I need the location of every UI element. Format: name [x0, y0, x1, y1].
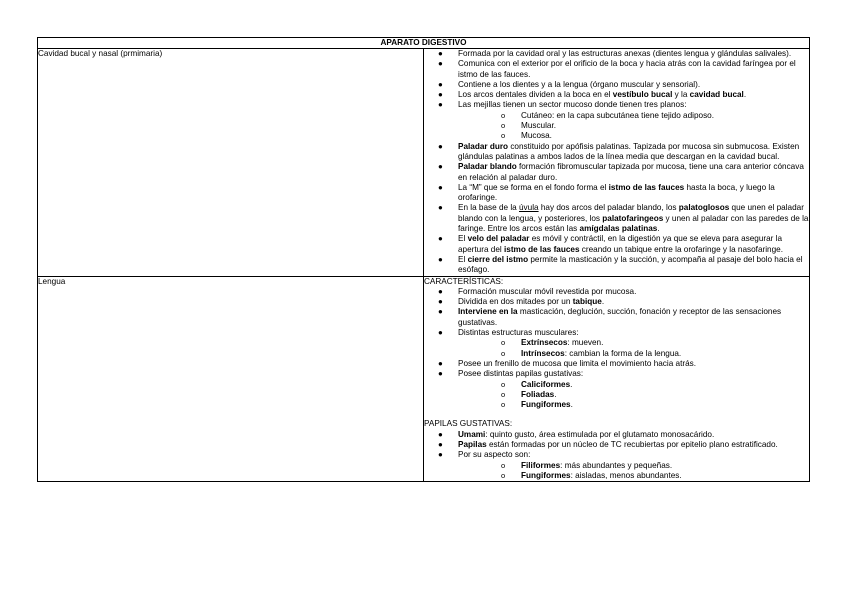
table-title: APARATO DIGESTIVO [38, 38, 810, 49]
bullet-icon: ● [438, 79, 443, 89]
sub-bullet-list [458, 461, 809, 482]
list-item [424, 183, 809, 204]
bullet-icon: ● [438, 297, 443, 307]
text-run: Por su aspecto son: [458, 450, 531, 460]
bullet-list [424, 430, 809, 481]
sub-list-item [458, 471, 809, 481]
bullet-icon: ● [438, 369, 443, 379]
bullet-icon: ● [438, 90, 443, 100]
section-heading: CARACTERÍSTICAS: [424, 276, 504, 286]
text-run: constituido por apófisis palatinas. Tapizada por mucosa sin submucosa. Existen glándulas palatinas a ambos lados de la línea media que descargan en la cavidad bucal. [458, 141, 800, 161]
text-run: Dividida en dos mitades por un [458, 297, 573, 307]
sub-list-item [458, 121, 809, 131]
list-item [424, 80, 809, 90]
sub-bullet-list [458, 380, 809, 411]
list-item [424, 359, 809, 369]
text-run: que unen el paladar blando con la lengua, y posteriores, los [458, 203, 804, 223]
bold-text: Paladar blando [458, 162, 517, 172]
bullet-icon: ● [438, 100, 443, 110]
list-item [424, 255, 809, 276]
circle-bullet-icon: o [501, 460, 506, 470]
list-item [424, 450, 809, 481]
bold-text: Paladar duro [458, 141, 509, 151]
text-run: Muscular. [521, 121, 557, 131]
text-run: masticación, deglución, succión, fonación y receptor de las sensaciones gustativas. [458, 307, 782, 327]
list-item [424, 162, 809, 183]
text-run: Posee un frenillo de mucosa que limita el movimiento hacia atrás. [458, 358, 697, 368]
list-item [424, 90, 809, 100]
bullet-icon: ● [438, 286, 443, 296]
row-label: Cavidad bucal y nasal (prmimaria) [38, 49, 424, 277]
bullet-icon: ● [438, 450, 443, 460]
bold-text: tabique [572, 297, 602, 307]
circle-bullet-icon: o [501, 379, 506, 389]
text-run: Formada por la cavidad oral y las estructuras anexas (dientes lengua y glándulas salivales). [458, 49, 792, 58]
row-content [424, 276, 810, 482]
sub-list-item [458, 131, 809, 141]
bullet-icon: ● [438, 182, 443, 192]
text-run: Las mejillas tienen un sector mucoso donde tienen tres planos: [458, 100, 687, 110]
table-row [38, 49, 810, 277]
circle-bullet-icon: o [501, 348, 506, 358]
text-run: Cutáneo: en la capa subcutánea tiene tejido adiposo. [521, 110, 715, 120]
text-run: Contiene a los dientes y a la lengua (órgano muscular y sensorial). [458, 79, 701, 89]
bullet-icon: ● [438, 162, 443, 172]
list-item [424, 100, 809, 141]
sub-list-item [458, 400, 809, 410]
bold-text: Extrínsecos [521, 338, 568, 348]
list-item [424, 203, 809, 234]
text-run: . [554, 389, 557, 399]
bold-text: Filiformes [521, 460, 561, 470]
text-run: permite la masticación y la succión, y acompaña al pasaje del bolo hacia el esófago. [458, 254, 803, 275]
text-run: hasta la boca, y luego la orofaringe. [458, 182, 775, 203]
text-run: Posee distintas papilas gustativas: [458, 369, 584, 379]
list-item [424, 142, 809, 163]
bullet-icon: ● [438, 358, 443, 368]
circle-bullet-icon: o [501, 110, 506, 120]
list-item [424, 440, 809, 450]
sub-list-item [458, 461, 809, 471]
bold-text: palatofaringeos [602, 213, 664, 223]
text-run: es móvil y contráctil, en la digestión ya que se eleva para asegurar la apertura del [458, 234, 783, 254]
bullet-icon: ● [438, 328, 443, 338]
bold-text: amígdalas palatinas [579, 224, 658, 234]
circle-bullet-icon: o [501, 389, 506, 399]
sub-list-item [458, 390, 809, 400]
bullet-icon: ● [438, 203, 443, 213]
bullet-icon: ● [438, 429, 443, 439]
bold-text: Papilas [458, 439, 487, 449]
circle-bullet-icon: o [501, 470, 506, 480]
text-run: hay dos arcos del paladar blando, los [538, 203, 679, 213]
text-run: : aisladas, menos abundantes. [570, 470, 682, 480]
bold-text: Foliadas [521, 389, 555, 399]
bullet-icon: ● [438, 49, 443, 58]
list-item [424, 287, 809, 297]
bold-text: Interviene en la [458, 307, 518, 317]
sub-bullet-list [458, 111, 809, 142]
bullet-list [424, 49, 809, 276]
text-run: . [601, 297, 605, 307]
text-run: La “M” que se forma en el fondo forma el [458, 182, 609, 192]
list-item [424, 234, 809, 255]
text-run: creando un tabique entre la orofaringe y la nasofaringe. [579, 244, 783, 254]
bold-text: cavidad bucal [689, 90, 744, 100]
text-run: Comunica con el exterior por el orificio de la boca y hacia atrás con la cavidad faríngea por el istmo de las fauces. [458, 59, 796, 79]
text-run: . [570, 379, 573, 389]
text-run: están formadas por un núcleo de TC recubiertas por epitelio plano estratificado. [486, 439, 778, 449]
text-run: Mucosa. [521, 131, 552, 141]
bold-text: istmo de las fauces [503, 244, 580, 254]
bold-text: istmo de las fauces [608, 182, 685, 192]
bold-text: cierre del istmo [467, 254, 529, 264]
bold-text: Fungiformes [521, 400, 571, 410]
sub-list-item [458, 349, 809, 359]
row-content [424, 49, 810, 277]
bold-text: vestíbulo bucal [612, 90, 673, 100]
text-run: y la [672, 90, 690, 100]
bullet-icon: ● [438, 254, 443, 264]
list-item [424, 307, 809, 328]
bold-text: velo del paladar [467, 234, 530, 244]
bullet-icon: ● [438, 141, 443, 151]
table-row [38, 276, 810, 482]
text-run: : más abundantes y pequeñas. [560, 460, 673, 470]
list-item [424, 59, 809, 80]
bullet-icon: ● [438, 234, 443, 244]
bullet-icon: ● [438, 59, 443, 69]
bullet-list [424, 287, 809, 411]
bullet-icon: ● [438, 307, 443, 317]
text-run: El [458, 234, 468, 244]
sub-bullet-list [458, 338, 809, 359]
bold-text: Intrínsecos [521, 348, 565, 358]
text-run: En la base de la [458, 203, 519, 213]
text-run: Distintas estructuras musculares: [458, 328, 579, 338]
text-run: : quinto gusto, área estimulada por el glutamato monosacárido. [485, 429, 715, 439]
circle-bullet-icon: o [501, 338, 506, 348]
list-item [424, 49, 809, 59]
text-run: : cambian la forma de la lengua. [564, 348, 682, 358]
list-item [424, 369, 809, 410]
table-header-row [38, 38, 810, 49]
circle-bullet-icon: o [501, 400, 506, 410]
list-item [424, 328, 809, 359]
sub-list-item [458, 111, 809, 121]
text-run: y unen al paladar con las paredes de la faringe. Entre los arcos están las [458, 213, 809, 234]
sub-list-item [458, 338, 809, 348]
list-item [424, 430, 809, 440]
text-run: . [570, 400, 573, 410]
underlined-text: úvula [519, 203, 539, 213]
text-run: Formación muscular móvil revestida por mucosa. [458, 286, 637, 296]
list-item [424, 297, 809, 307]
text-run: . [743, 90, 747, 100]
text-run: El [458, 254, 468, 264]
circle-bullet-icon: o [501, 121, 506, 131]
bold-text: Fungiformes [521, 470, 571, 480]
bullet-icon: ● [438, 439, 443, 449]
row-label: Lengua [38, 276, 424, 482]
text-run: Los arcos dentales dividen a la boca en el [458, 90, 613, 100]
digestive-system-table [37, 37, 810, 482]
text-run: formación fibromuscular tapizada por mucosa, tiene una cara anterior cóncava en relación al paladar duro. [458, 162, 804, 182]
circle-bullet-icon: o [501, 131, 506, 141]
section-spacer [424, 410, 809, 419]
text-run: : mueven. [567, 338, 604, 348]
text-run: . [657, 224, 660, 234]
bold-text: Caliciformes [521, 379, 571, 389]
section-heading: PAPILAS GUSTATIVAS: [424, 419, 513, 429]
bold-text: palatoglosos [678, 203, 730, 213]
sub-list-item [458, 380, 809, 390]
document-page [37, 37, 810, 482]
bold-text: Umami [458, 429, 486, 439]
